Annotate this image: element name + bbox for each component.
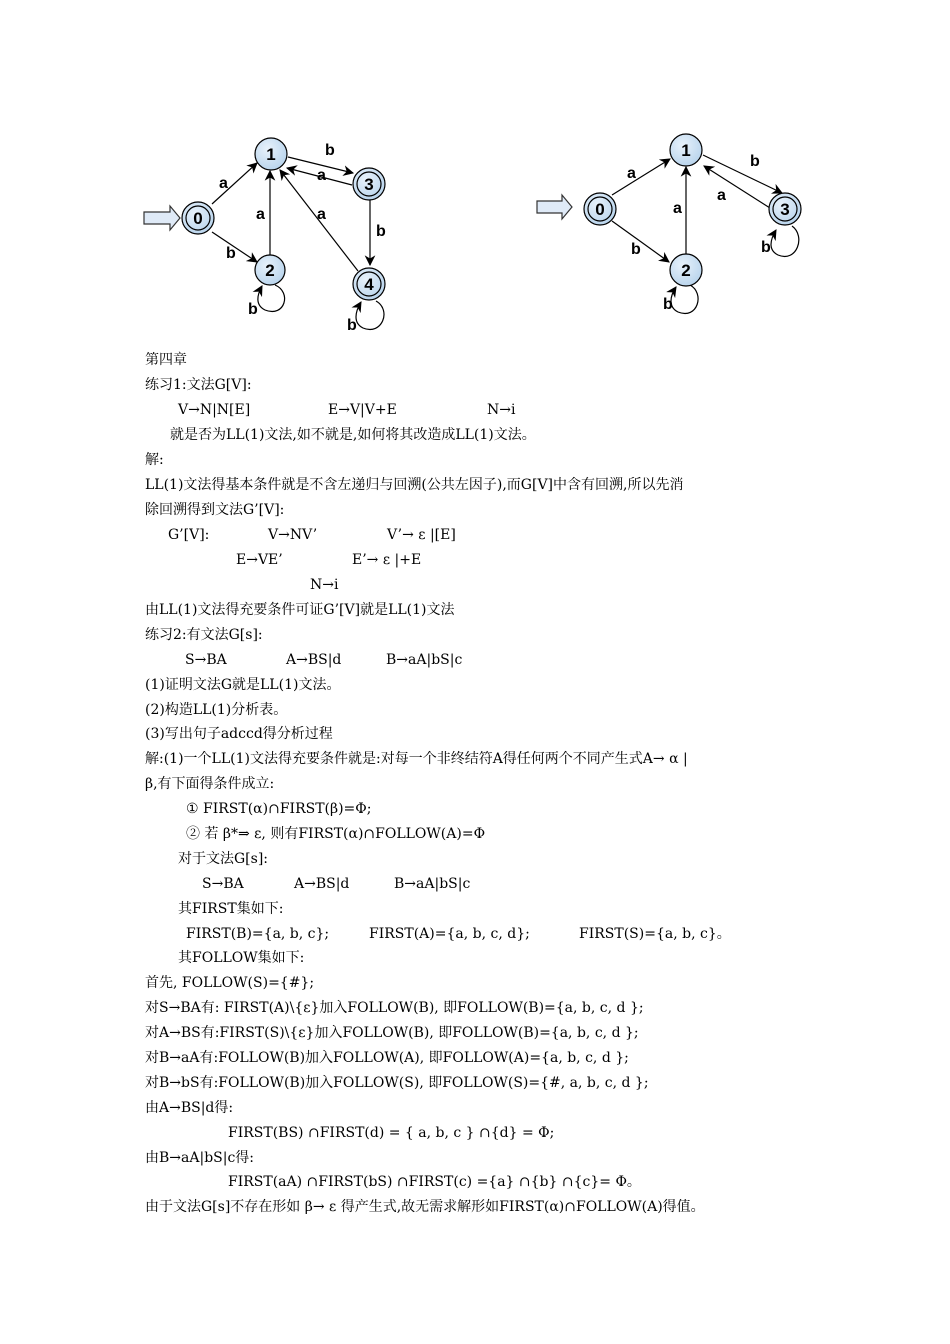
grammar-rule: N→i [487, 402, 516, 418]
paragraph: 其FOLLOW集如下: [178, 950, 305, 966]
condition-2: ② 若 β*⇒ ε, 则有FIRST(α)∩FOLLOW(A)=Φ [186, 826, 486, 842]
edge-2-2 [258, 285, 285, 312]
state-node-3 [353, 168, 385, 200]
grammar-rule: B→aA|bS|c [386, 652, 463, 668]
edge2-label-3-3: b [761, 239, 771, 256]
paragraph: 对A→BS有:FIRST(S)\{ε}加入FOLLOW(B), 即FOLLOW(B)={a, b, c, d }; [145, 1025, 639, 1041]
grammar-rule: E→V|V+E [328, 402, 397, 418]
edge-label-0-1: a [219, 175, 228, 192]
svg-text:1: 1 [266, 145, 276, 164]
state-diagram-1 [0, 0, 950, 345]
formula: FIRST(aA) ∩FIRST(bS) ∩FIRST(c) ={a} ∩{b} ∩{c}= Φ。 [228, 1174, 641, 1190]
paragraph: 除回溯得到文法G’[V]: [145, 502, 285, 518]
paragraph: 由于文法G[s]不存在形如 β→ ε 得产生式,故无需求解形如FIRST(α)∩FOLLOW(A)得值。 [145, 1199, 705, 1215]
svg-text:1: 1 [681, 141, 691, 160]
exercise-2-title: 练习2:有文法G[s]: [145, 627, 263, 643]
paragraph: LL(1)文法得基本条件就是不含左递归与回溯(公共左因子),而G[V]中含有回溯,所以先消 [145, 477, 684, 493]
paragraph: 首先, FOLLOW(S)={#}; [145, 975, 315, 991]
question-item: (2)构造LL(1)分析表。 [145, 702, 288, 718]
question-item: (1)证明文法G就是LL(1)文法。 [145, 677, 341, 693]
paragraph: 由LL(1)文法得充要条件可证G’[V]就是LL(1)文法 [145, 602, 455, 618]
grammar-rule: E→VE’ [236, 552, 283, 568]
chapter-heading: 第四章 [145, 352, 187, 368]
edge-label-1-3: b [325, 142, 335, 159]
exercise-1-title: 练习1:文法G[V]: [145, 377, 252, 393]
state-node-2 [255, 255, 285, 285]
state2-node-0 [584, 193, 616, 225]
paragraph: 由A→BS|d得: [145, 1100, 234, 1116]
edge-label-4-4: b [347, 317, 357, 334]
edge-label-0-2: b [226, 245, 236, 262]
state-node-4 [353, 268, 385, 300]
state2-node-2 [670, 254, 702, 286]
svg-text:4: 4 [364, 275, 374, 294]
grammar-rule: A→BS|d [286, 652, 342, 668]
edge2-3-1 [704, 166, 770, 208]
svg-text:2: 2 [681, 261, 691, 280]
grammar-rule: N→i [310, 577, 339, 593]
edge-4-4 [356, 301, 384, 330]
grammar-rule: S→BA [185, 652, 227, 668]
start-arrow [144, 206, 180, 230]
state-node-1 [255, 138, 287, 170]
svg-text:2: 2 [265, 261, 275, 280]
grammar-rule: G’[V]: [168, 527, 210, 543]
svg-text:3: 3 [364, 175, 374, 194]
edge-label-2-1: a [256, 206, 265, 223]
formula: FIRST(BS) ∩FIRST(d) = { a, b, c } ∩{d} = Φ; [228, 1125, 555, 1141]
paragraph: 对B→aA有:FOLLOW(B)加入FOLLOW(A), 即FOLLOW(A)={a, b, c, d }; [145, 1050, 629, 1066]
grammar-rule: S→BA [202, 876, 244, 892]
svg-text:0: 0 [595, 200, 605, 219]
edge2-label-1-3: b [750, 153, 760, 170]
paragraph: 对于文法G[s]: [178, 851, 269, 867]
grammar-rule: V→N|N[E] [178, 402, 251, 418]
paragraph: 解:(1)一个LL(1)文法得充要条件就是:对每一个非终结符A得任何两个不同产生式A→ α | [145, 751, 688, 767]
condition-1: ① FIRST(α)∩FIRST(β)=Φ; [186, 801, 372, 817]
edge-label-2-2: b [248, 301, 258, 318]
state-diagram-2 [537, 134, 801, 313]
edge2-label-0-1: a [627, 165, 636, 182]
question-text: 就是否为LL(1)文法,如不就是,如何将其改造成LL(1)文法。 [170, 427, 536, 443]
grammar-rule: V’→ ε |[E] [387, 527, 456, 543]
edge2-2-2 [671, 285, 698, 313]
grammar-rule: B→aA|bS|c [394, 876, 471, 892]
grammar-rule: E’→ ε |+E [352, 552, 422, 568]
paragraph: 其FIRST集如下: [178, 901, 284, 917]
edge2-label-0-2: b [631, 241, 641, 258]
edge-label-4-1: a [317, 206, 326, 223]
edge2-1-3 [703, 155, 782, 193]
start-arrow-2 [537, 195, 572, 219]
first-set: FIRST(B)={a, b, c}; [186, 926, 330, 942]
edge-label-3-4: b [376, 223, 386, 240]
paragraph: 对B→bS有:FOLLOW(B)加入FOLLOW(S), 即FOLLOW(S)={#, a, b, c, d }; [145, 1075, 649, 1091]
paragraph: 对S→BA有: FIRST(A)\{ε}加入FOLLOW(B), 即FOLLOW(B)={a, b, c, d }; [145, 1000, 644, 1016]
svg-text:0: 0 [193, 209, 203, 228]
grammar-rule: V→NV’ [268, 527, 318, 543]
paragraph: 由B→aA|bS|c得: [145, 1150, 255, 1166]
edge2-0-1 [612, 159, 670, 195]
edge2-label-2-1: a [673, 200, 682, 217]
state-node-0 [182, 202, 214, 234]
paragraph: β,有下面得条件成立: [145, 776, 275, 792]
edge2-label-3-1: a [717, 187, 726, 204]
question-item: (3)写出句子adccd得分析过程 [145, 726, 333, 742]
state2-node-3 [769, 193, 801, 225]
grammar-rule: A→BS|d [294, 876, 350, 892]
edge2-label-2-2: b [663, 296, 673, 313]
first-set: FIRST(S)={a, b, c}。 [579, 926, 731, 942]
state2-node-1 [670, 134, 702, 166]
solution-label: 解: [145, 452, 164, 468]
edge2-3-3 [771, 226, 799, 256]
svg-text:3: 3 [780, 200, 790, 219]
first-set: FIRST(A)={a, b, c, d}; [369, 926, 530, 942]
edge-label-3-1: a [317, 167, 326, 184]
